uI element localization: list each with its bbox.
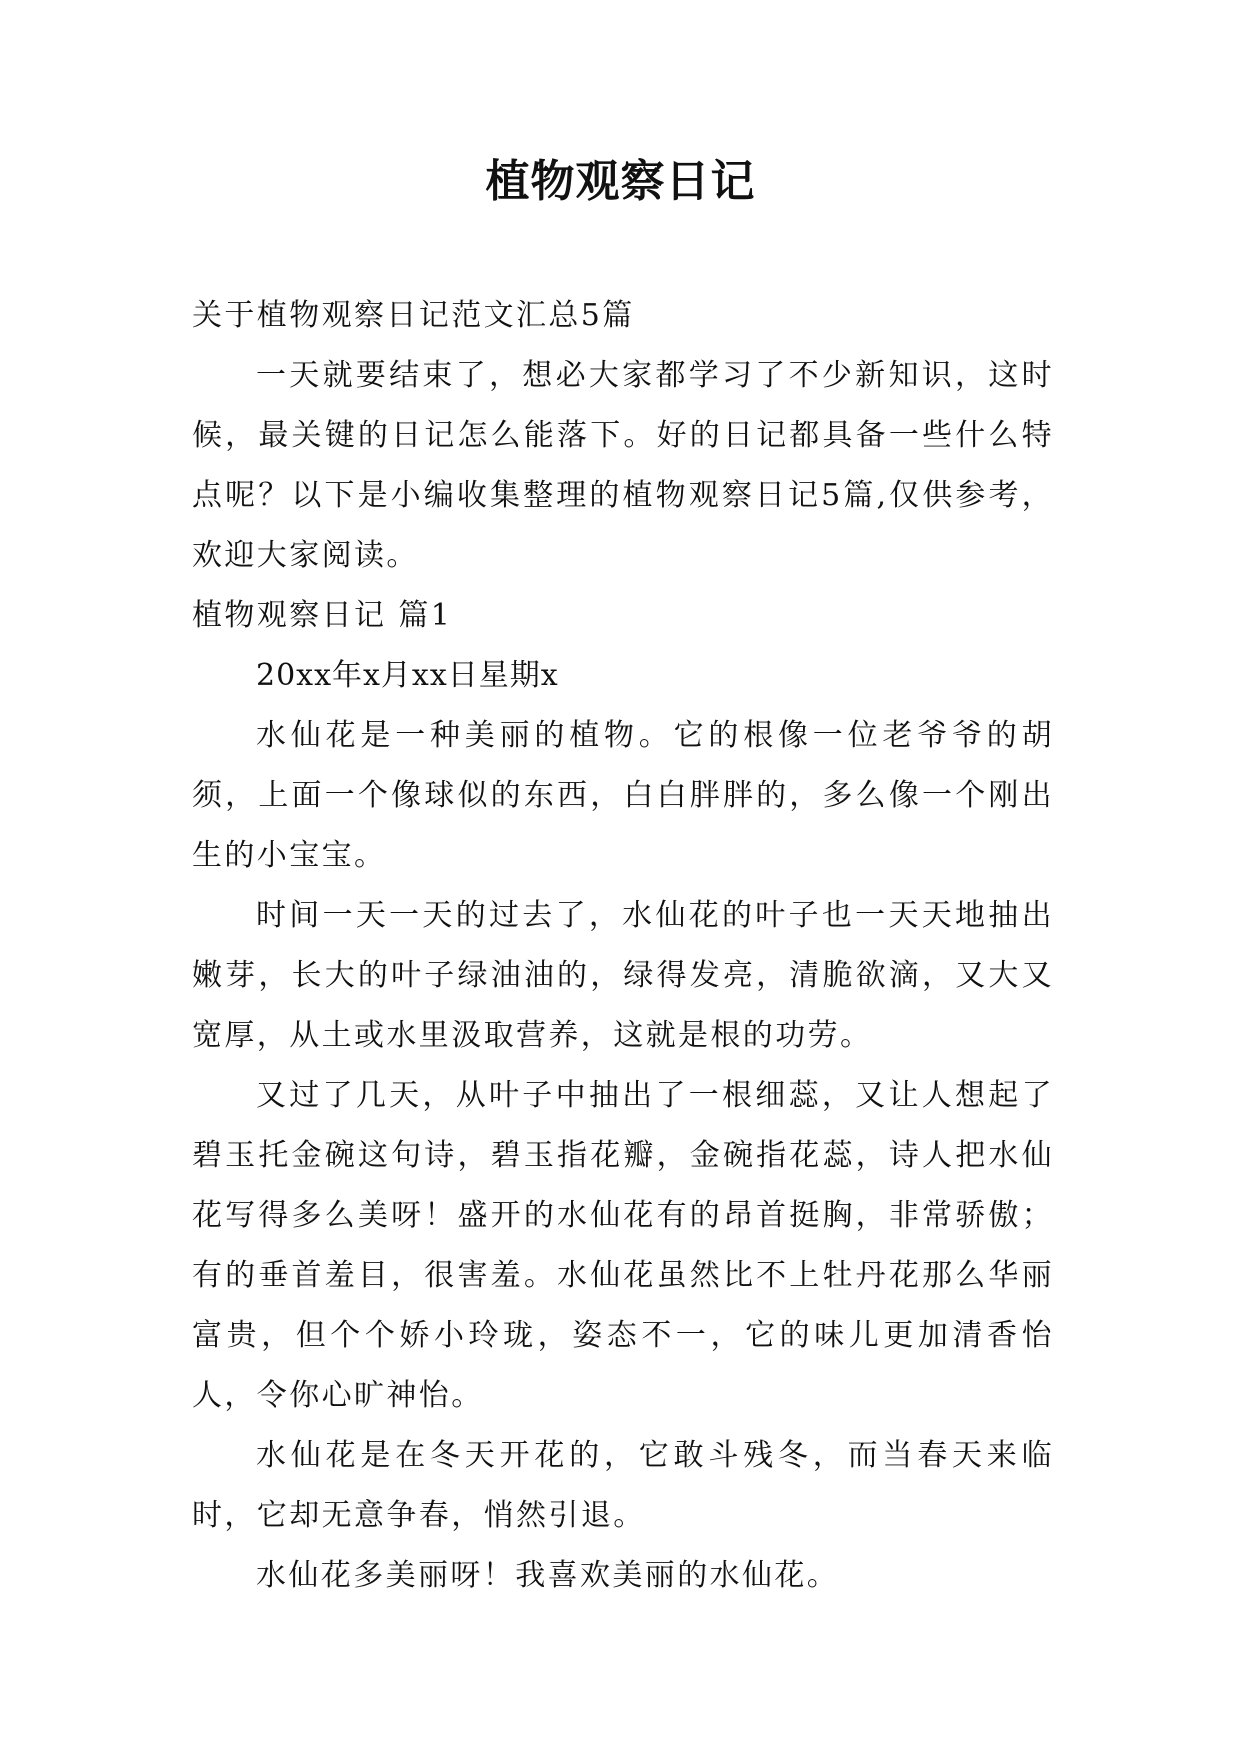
intro-heading: 关于植物观察日记范文汇总5篇 <box>192 298 635 333</box>
intro-paragraph: 一天就要结束了，想必大家都学习了不少新知识，这时候，最关键的日记怎么能落下。好的日记都具备一些什么特点呢？以下是小编收集整理的植物观察日记5篇,仅供参考，欢迎大家阅读。 <box>192 358 1054 573</box>
body-paragraph: 又过了几天，从叶子中抽出了一根细蕊，又让人想起了碧玉托金碗这句诗，碧玉指花瓣，金碗指花蕊，诗人把水仙花写得多么美呀！盛开的水仙花有的昂首挺胸，非常骄傲；有的垂首羞目，很害羞。水仙花虽然比不上牡丹花那么华丽富贵，但个个娇小玲珑，姿态不一，它的味儿更加清香怡人，令你心旷神怡。 <box>192 1078 1054 1413</box>
section-heading: 植物观察日记 篇1 <box>192 598 453 633</box>
body-paragraph: 水仙花是在冬天开花的，它敢斗残冬，而当春天来临时，它却无意争春，悄然引退。 <box>192 1438 1054 1533</box>
body-paragraph: 水仙花是一种美丽的植物。它的根像一位老爷爷的胡须，上面一个像球似的东西，白白胖胖的，多么像一个刚出生的小宝宝。 <box>192 718 1054 873</box>
document-title: 植物观察日记 <box>485 156 756 207</box>
diary-date: 20xx年x月xx日星期x <box>256 658 559 693</box>
document-body <box>192 286 1054 1606</box>
body-paragraph: 时间一天一天的过去了，水仙花的叶子也一天天地抽出嫩芽，长大的叶子绿油油的，绿得发亮，清脆欲滴，又大又宽厚，从土或水里汲取营养，这就是根的功劳。 <box>192 898 1054 1053</box>
body-paragraph: 水仙花多美丽呀！我喜欢美丽的水仙花。 <box>256 1558 840 1593</box>
